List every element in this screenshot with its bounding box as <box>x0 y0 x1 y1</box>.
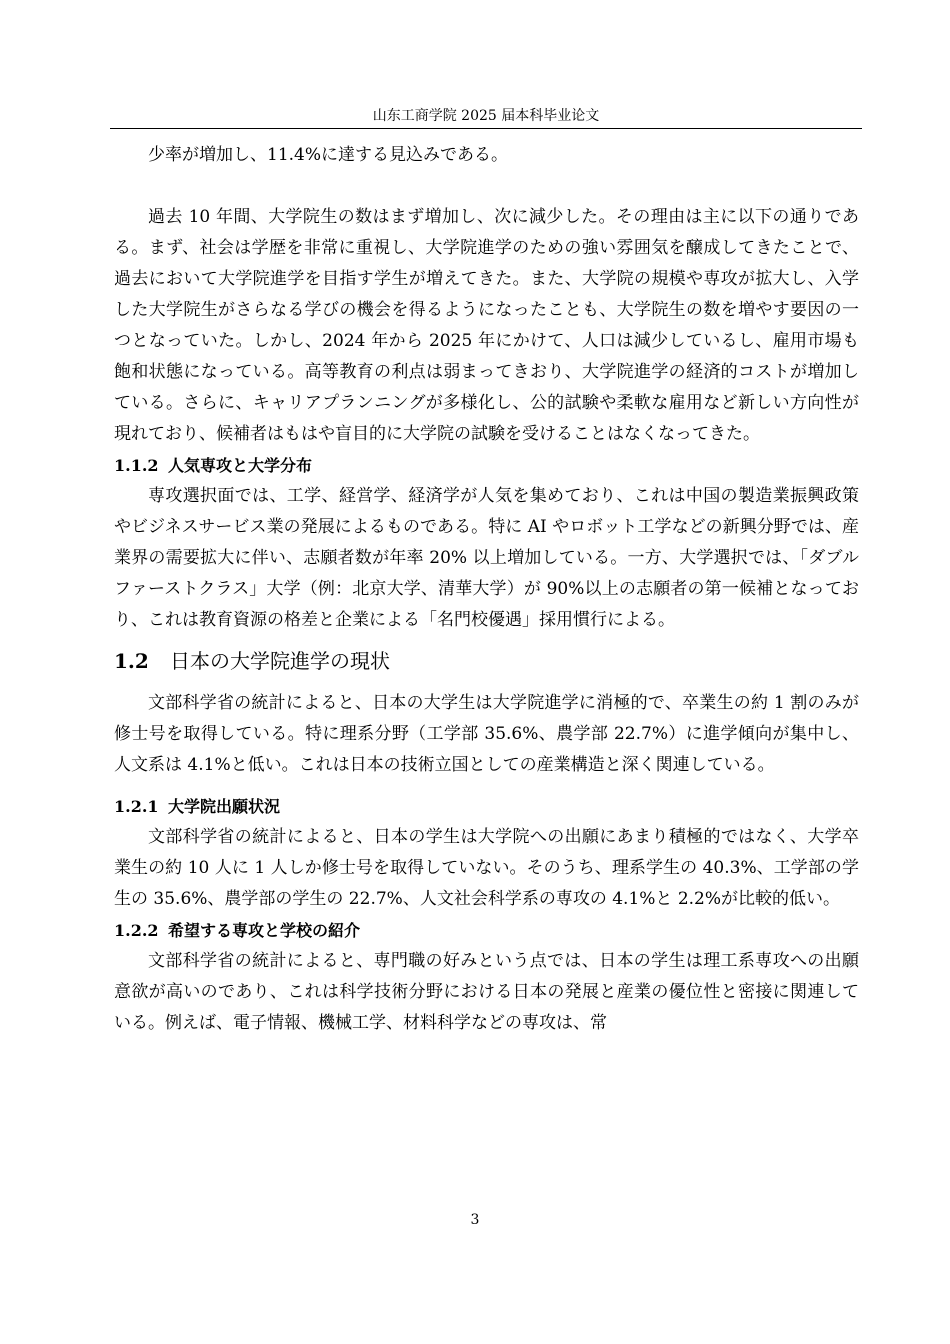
section-number: 1.1.2 <box>114 456 159 475</box>
section-heading-1-2 <box>114 644 859 678</box>
running-header: 山东工商学院 2025 届本科毕业论文 <box>372 108 600 124</box>
page-number: 3 <box>470 1212 480 1228</box>
section-title: 希望する専攻と学校の紹介 <box>168 921 361 940</box>
paragraph-continuation: 少率が増加し、11.4%に達する見込みである。 <box>148 145 509 165</box>
paragraph-graduate-trend: 過去 10 年間、大学院生の数はまず増加し、次に減少した。その理由は主に以下の通りである。まず、社会は学歴を非常に重視し、大学院進学のための強い雰囲気を醸成してきたことで、過去において大学院進学を目指す学生が増えてきた。また、大学院の規模や専攻が拡大し、入学した大学院生がさらなる学びの機会を得るようになったことも、大学院生の数を増やす要因の一つとなっていた。しかし、2024 年から 2025 年にかけて、人口は減少しているし、雇用市場も飽和状態になっている。高等教育の利点は弱まってきおり、大学院進学の経済的コストが増加している。さらに、キャリアプランニングが多様化し、公的試験や柔軟な雇用など新しい方向性が現れており、候補者はもはや盲目的に大学院の試験を受けることはなくなってきた。 <box>114 207 859 444</box>
section-number: 1.2 <box>114 649 149 673</box>
paragraph-popular-majors: 専攻選択面では、工学、経営学、経済学が人気を集めており、これは中国の製造業振興政策やビジネスサービス業の発展によるものである。特に AI やロボット工学などの新興分野では、産業界の需要拡大に伴い、志願者数が年率 20% 以上増加している。一方、大学選択では、「ダブルファーストクラス」大学（例：北京大学、清華大学）が 90%以上の志願者の第一候補となっており、これは教育資源の格差と企業による「名門校優遇」採用慣行による。 <box>114 486 859 630</box>
section-number: 1.2.1 <box>114 797 159 816</box>
header-rule <box>110 128 862 129</box>
paragraph-application-status: 文部科学省の統計によると、日本の学生は大学院への出願にあまり積極的ではなく、大学卒業生の約 10 人に 1 人しか修士号を取得していない。そのうち、理系学生の 40.3%、工学部の学生の 35.6%、農学部の学生の 22.7%、人文社会科学系の専攻の 4.1%と 2.2%が比較的低い。 <box>114 827 859 909</box>
section-title: 大学院出願状況 <box>168 797 281 816</box>
paragraph-japan-overview: 文部科学省の統計によると、日本の大学生は大学院進学に消極的で、卒業生の約 1 割のみが修士号を取得している。特に理系分野（工学部 35.6%、農学部 22.7%）に進学傾向が集中し、人文系は 4.1%と低い。これは日本の技術立国としての産業構造と深く関連している。 <box>114 693 859 775</box>
page-body <box>114 140 859 1039</box>
section-title: 人気専攻と大学分布 <box>168 456 313 475</box>
paragraph-preferred-majors: 文部科学省の統計によると、専門職の好みという点では、日本の学生は理工系専攻への出願意欲が高いのであり、これは科学技術分野における日本の発展と産業の優位性と密接に関連している。例えば、電子情報、機械工学、材料科学などの専攻は、常 <box>114 951 859 1033</box>
section-heading-1-2-2 <box>114 915 859 946</box>
paragraph-gap <box>114 171 859 202</box>
section-title: 日本の大学院進学の現状 <box>170 649 390 673</box>
section-number: 1.2.2 <box>114 921 159 940</box>
section-heading-1-1-2 <box>114 450 859 481</box>
section-heading-1-2-1 <box>114 791 859 822</box>
